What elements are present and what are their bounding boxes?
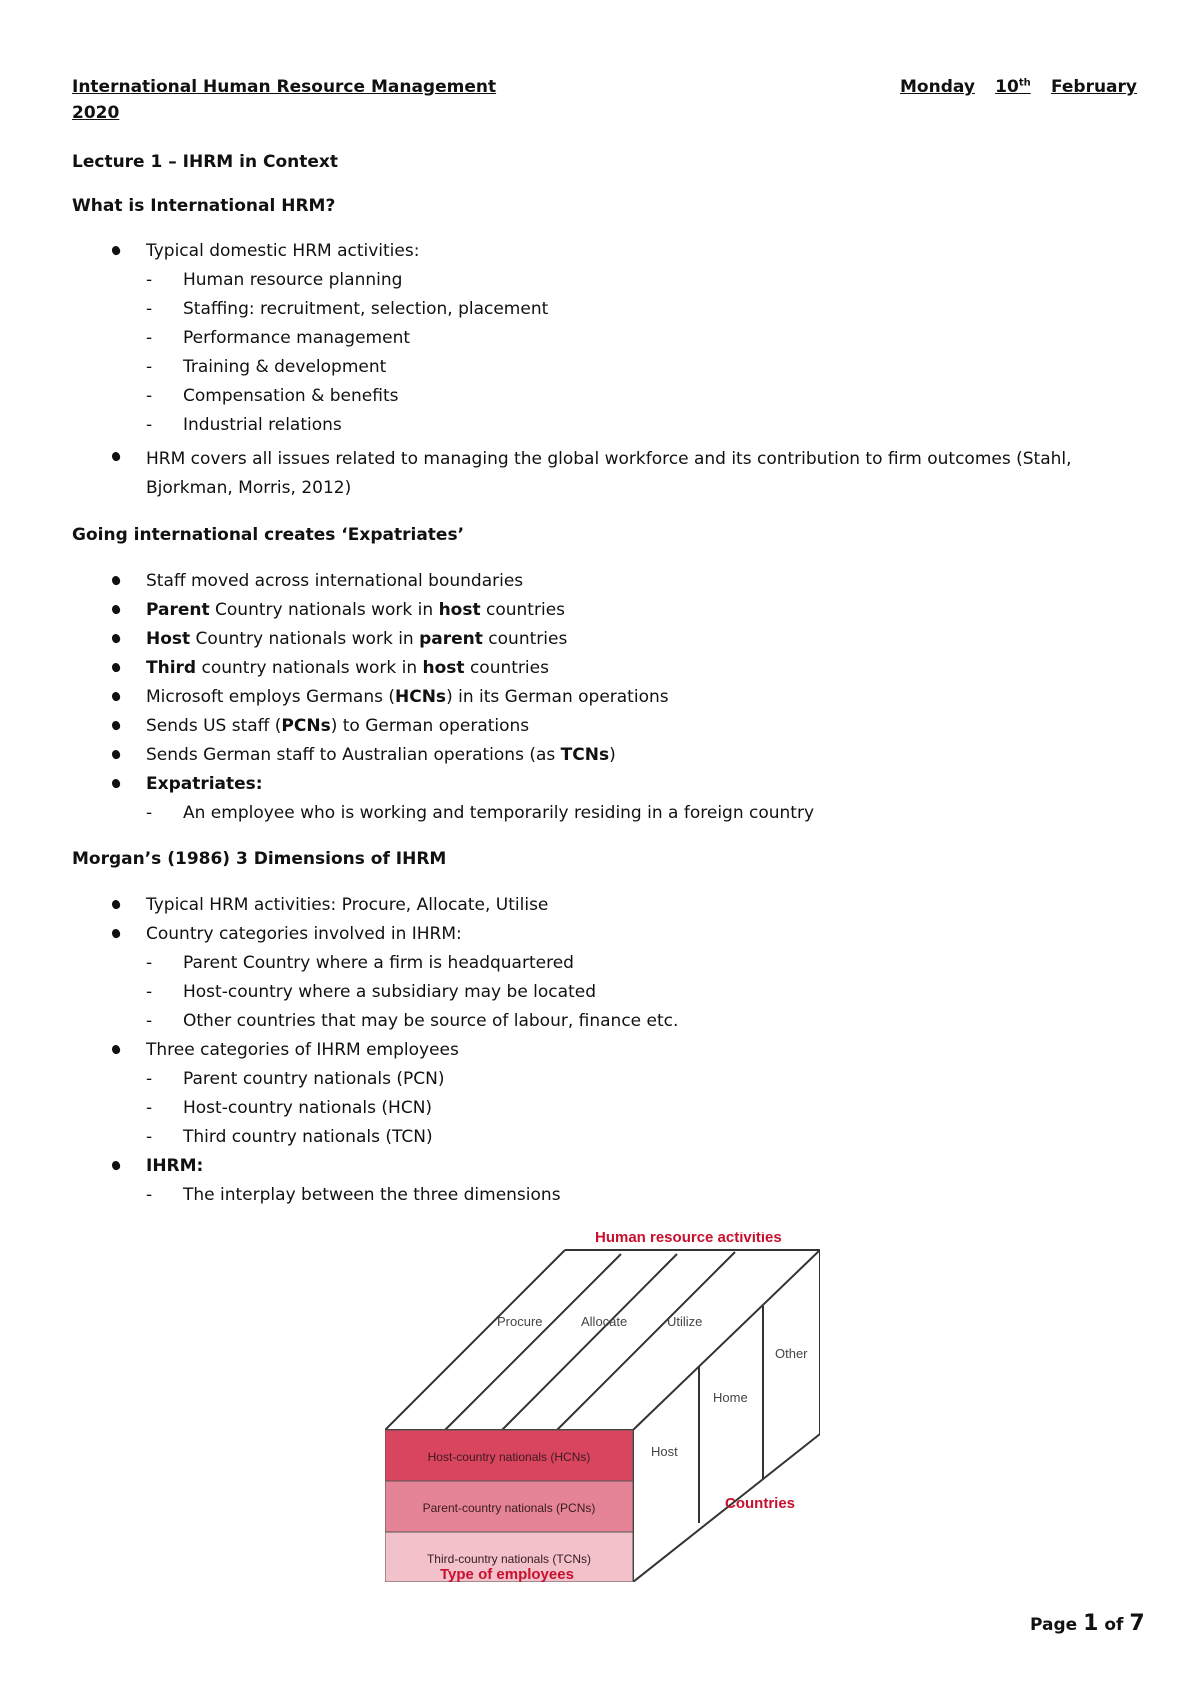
employee-row-label: Host-country nationals (HCNs) [427,1450,591,1464]
sub-item: - Performance management [183,326,410,350]
bullet-item: Microsoft employs Germans (HCNs) in its German operations [146,687,669,707]
date-month: February [1050,77,1137,97]
cube-side-face [633,1250,820,1582]
sub-item: - An employee who is working and temporarily residing in a foreign country [183,801,814,825]
country-label: Other [775,1346,808,1361]
sub-item: - Host-country where a subsidiary may be located [183,980,596,1004]
sub-item: - Industrial relations [183,413,342,437]
bullet-item: HRM covers all issues related to managing the global workforce and its contribution to firm outcomes (Stahl, Bjorkman, Morris, 2012) [146,445,1136,503]
of-word: of [1104,1615,1124,1635]
activity-label: Procure [497,1314,543,1329]
bullet-item: Sends US staff (PCNs) to German operations [146,716,530,736]
figure-label-employees: Type of employees [440,1566,574,1583]
sub-item: - The interplay between the three dimensions [183,1183,561,1207]
bullet-item: Typical HRM activities: Procure, Allocate, Utilise [146,895,549,915]
date-day: Monday [900,77,975,97]
document-header-left [72,74,496,126]
lecture-title: Lecture 1 – IHRM in Context [72,152,338,172]
country-label: Home [713,1390,748,1405]
sub-item: - Compensation & benefits [183,384,398,408]
sub-item: - Parent Country where a firm is headquartered [183,951,574,975]
section-heading: Going international creates ‘Expatriates’ [72,525,465,545]
bullet-item: Sends German staff to Australian operations (as TCNs) [146,745,616,765]
section-heading: What is International HRM? [72,196,336,216]
bullet-item: Three categories of IHRM employees [146,1040,459,1060]
bullet-item: Typical domestic HRM activities: [146,241,420,261]
page-total: 7 [1129,1611,1145,1636]
date-number: 10th [995,77,1031,97]
bullet-item: Host Country nationals work in parent countries [146,629,568,649]
page-word: Page [1030,1615,1078,1635]
sub-item: - Training & development [183,355,386,379]
cube-svg [385,1232,820,1582]
sub-item: - Parent country nationals (PCN) [183,1067,445,1091]
page-number: 1 [1083,1611,1099,1636]
employee-row-label: Parent-country nationals (PCNs) [422,1501,596,1515]
course-year: 2020 [72,103,120,123]
page-footer [1030,1612,1145,1637]
activity-label: Utilize [667,1314,703,1329]
sub-item: - Host-country nationals (HCN) [183,1096,432,1120]
cube-top-face [385,1250,820,1430]
bullet-item: Parent Country nationals work in host countries [146,600,566,620]
sub-item: - Third country nationals (TCN) [183,1125,433,1149]
sub-item: - Other countries that may be source of labour, finance etc. [183,1009,678,1033]
bullet-item: Expatriates: [146,774,263,794]
figure-label-activities: Human resource activities [595,1232,782,1246]
activity-label: Allocate [581,1314,628,1329]
bullet-item: IHRM: [146,1156,204,1176]
figure-label-countries: Countries [725,1495,796,1512]
bullet-item: Third country nationals work in host countries [146,658,549,678]
course-title: International Human Resource Management [72,77,497,97]
sub-item: - Human resource planning [183,268,402,292]
bullet-item: Staff moved across international boundaries [146,571,524,591]
ihrm-cube-diagram [385,1232,820,1582]
section-heading: Morgan’s (1986) 3 Dimensions of IHRM [72,849,447,869]
bullet-item: Country categories involved in IHRM: [146,924,462,944]
document-date [900,74,1137,100]
country-label: Host [651,1444,678,1459]
employee-row-label: Third-country nationals (TCNs) [426,1552,592,1566]
sub-item: - Staffing: recruitment, selection, placement [183,297,548,321]
